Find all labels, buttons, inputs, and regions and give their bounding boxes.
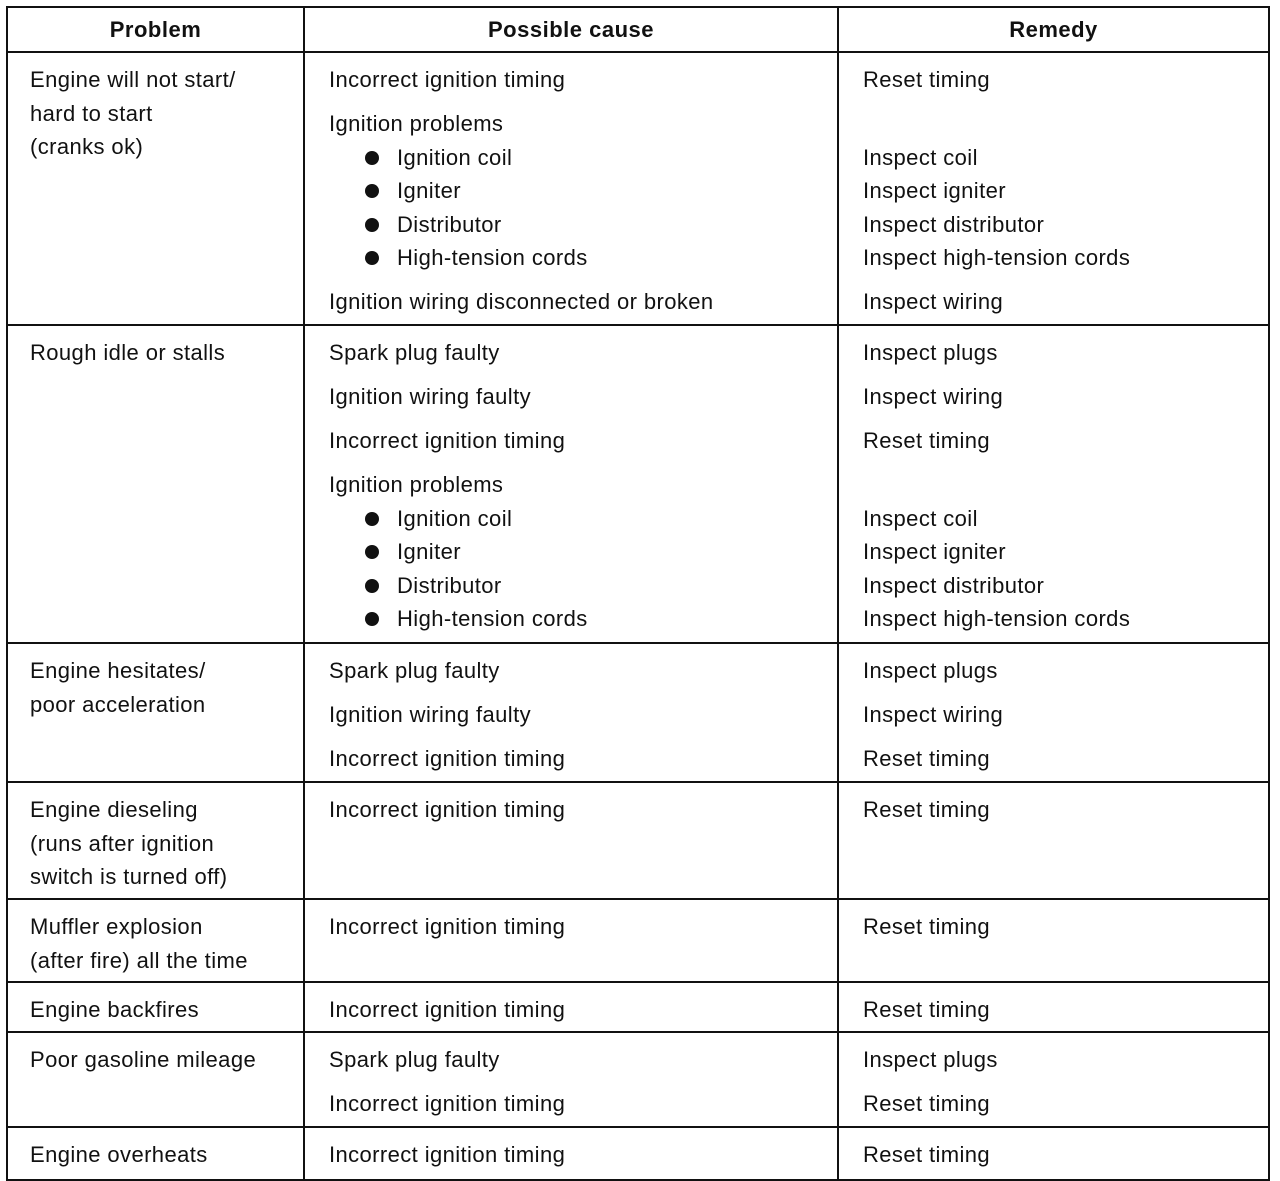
cause-cell xyxy=(305,1033,839,1126)
problem-text: Engine backfires xyxy=(30,997,200,1022)
cause-subitem-text: High-tension cords xyxy=(397,245,588,270)
remedy-text: Reset timing xyxy=(863,797,991,822)
cause-subitem-text: Ignition coil xyxy=(397,505,513,531)
problem-text: Rough idle or stalls xyxy=(30,340,226,365)
bullet-icon xyxy=(365,612,379,626)
cause-text: Ignition wiring faulty xyxy=(329,384,532,409)
cause-cell xyxy=(305,326,839,642)
remedy-subitem-text: Inspect coil xyxy=(863,505,978,531)
remedy-text: Inspect wiring xyxy=(863,702,1004,727)
problem-cell xyxy=(8,1033,305,1126)
cause-text: Incorrect ignition timing xyxy=(329,914,566,939)
remedy-text: Reset timing xyxy=(863,1091,991,1116)
problem-cell xyxy=(8,900,305,981)
remedy-text: Reset timing xyxy=(863,67,991,92)
remedy-cell xyxy=(839,783,1268,898)
remedy-cell xyxy=(839,644,1268,781)
table-row xyxy=(8,1128,1268,1179)
remedy-subitem-text: Inspect distributor xyxy=(863,211,1045,237)
cause-text: Spark plug faulty xyxy=(329,658,500,683)
problem-text: Engine will not start/ hard to start (cranks ok) xyxy=(30,67,236,159)
troubleshooting-table xyxy=(6,6,1270,1181)
bullet-icon xyxy=(365,151,379,165)
problem-text: Engine dieseling (runs after ignition switch is turned off) xyxy=(30,797,228,889)
table-row xyxy=(8,53,1268,326)
problem-cell xyxy=(8,644,305,781)
problem-text: Engine hesitates/ poor acceleration xyxy=(30,658,206,717)
cause-cell xyxy=(305,1128,839,1179)
remedy-cell xyxy=(839,326,1268,642)
problem-cell xyxy=(8,326,305,642)
cause-cell xyxy=(305,900,839,981)
cause-text: Incorrect ignition timing xyxy=(329,428,566,453)
remedy-text: Reset timing xyxy=(863,1142,991,1167)
problem-text: Muffler explosion (after fire) all the time xyxy=(30,914,248,973)
cause-cell xyxy=(305,644,839,781)
remedy-cell xyxy=(839,983,1268,1031)
cause-text: Ignition problems xyxy=(329,111,504,136)
header-possible-cause: Possible cause xyxy=(305,8,839,51)
remedy-text: Reset timing xyxy=(863,914,991,939)
cause-text: Incorrect ignition timing xyxy=(329,797,566,822)
bullet-icon xyxy=(365,579,379,593)
remedy-cell xyxy=(839,900,1268,981)
cause-text: Ignition problems xyxy=(329,472,504,497)
table-row xyxy=(8,983,1268,1033)
remedy-subitem-text: Inspect coil xyxy=(863,144,978,170)
remedy-text: Reset timing xyxy=(863,746,991,771)
problem-cell xyxy=(8,1128,305,1179)
problem-cell xyxy=(8,53,305,324)
cause-subitem-text: Igniter xyxy=(397,539,461,564)
remedy-text: Reset timing xyxy=(863,428,991,453)
remedy-text: Reset timing xyxy=(863,997,991,1022)
remedy-subitem-text: Inspect high-tension cords xyxy=(863,606,1131,631)
cause-subitem-text: Distributor xyxy=(397,572,502,598)
cause-text: Incorrect ignition timing xyxy=(329,746,566,771)
remedy-text: Inspect plugs xyxy=(863,340,998,365)
cause-subitem xyxy=(329,569,831,603)
cause-text: Incorrect ignition timing xyxy=(329,1091,566,1116)
cause-subitem xyxy=(329,141,831,175)
remedy-subitem-text: Inspect igniter xyxy=(863,178,1006,203)
cause-text: Incorrect ignition timing xyxy=(329,1142,566,1167)
table-header xyxy=(8,8,1268,53)
remedy-text: Inspect plugs xyxy=(863,1047,998,1072)
cause-subitem-text: Distributor xyxy=(397,211,502,237)
remedy-text: Inspect wiring xyxy=(863,384,1004,409)
remedy-text xyxy=(863,107,1262,141)
cause-subitem-text: Igniter xyxy=(397,178,461,203)
cause-text: Spark plug faulty xyxy=(329,340,500,365)
remedy-subitem-text: Inspect distributor xyxy=(863,572,1045,598)
bullet-icon xyxy=(365,251,379,265)
table-row xyxy=(8,644,1268,783)
remedy-subitem-text: Inspect high-tension cords xyxy=(863,245,1131,270)
cause-subitem xyxy=(329,208,831,242)
cause-subitem xyxy=(329,602,831,636)
problem-text: Poor gasoline mileage xyxy=(30,1047,257,1072)
cause-cell xyxy=(305,783,839,898)
problem-text: Engine overheats xyxy=(30,1142,208,1167)
cause-subitem-text: Ignition coil xyxy=(397,144,513,170)
problem-cell xyxy=(8,783,305,898)
remedy-cell xyxy=(839,1128,1268,1179)
remedy-text: Inspect wiring xyxy=(863,289,1004,314)
cause-text: Ignition wiring disconnected or broken xyxy=(329,289,714,314)
bullet-icon xyxy=(365,545,379,559)
header-problem: Problem xyxy=(8,8,305,51)
problem-cell xyxy=(8,983,305,1031)
bullet-icon xyxy=(365,218,379,232)
cause-subitem-text: High-tension cords xyxy=(397,606,588,631)
cause-text: Spark plug faulty xyxy=(329,1047,500,1072)
remedy-subitem-text: Inspect igniter xyxy=(863,539,1006,564)
cause-text: Ignition wiring faulty xyxy=(329,702,532,727)
header-remedy: Remedy xyxy=(1009,16,1098,42)
table-row xyxy=(8,1033,1268,1128)
cause-text: Incorrect ignition timing xyxy=(329,997,566,1022)
cause-text: Incorrect ignition timing xyxy=(329,67,566,92)
table-body xyxy=(8,53,1268,1179)
cause-subitem xyxy=(329,241,831,275)
table-row xyxy=(8,326,1268,644)
cause-subitem xyxy=(329,535,831,569)
remedy-cell xyxy=(839,1033,1268,1126)
table-row xyxy=(8,783,1268,900)
cause-cell xyxy=(305,983,839,1031)
remedy-text: Inspect plugs xyxy=(863,658,998,683)
remedy-cell xyxy=(839,53,1268,324)
remedy-text xyxy=(863,468,1262,502)
cause-cell xyxy=(305,53,839,324)
cause-subitem xyxy=(329,502,831,536)
table-row xyxy=(8,900,1268,983)
bullet-icon xyxy=(365,184,379,198)
cause-subitem xyxy=(329,174,831,208)
bullet-icon xyxy=(365,512,379,526)
